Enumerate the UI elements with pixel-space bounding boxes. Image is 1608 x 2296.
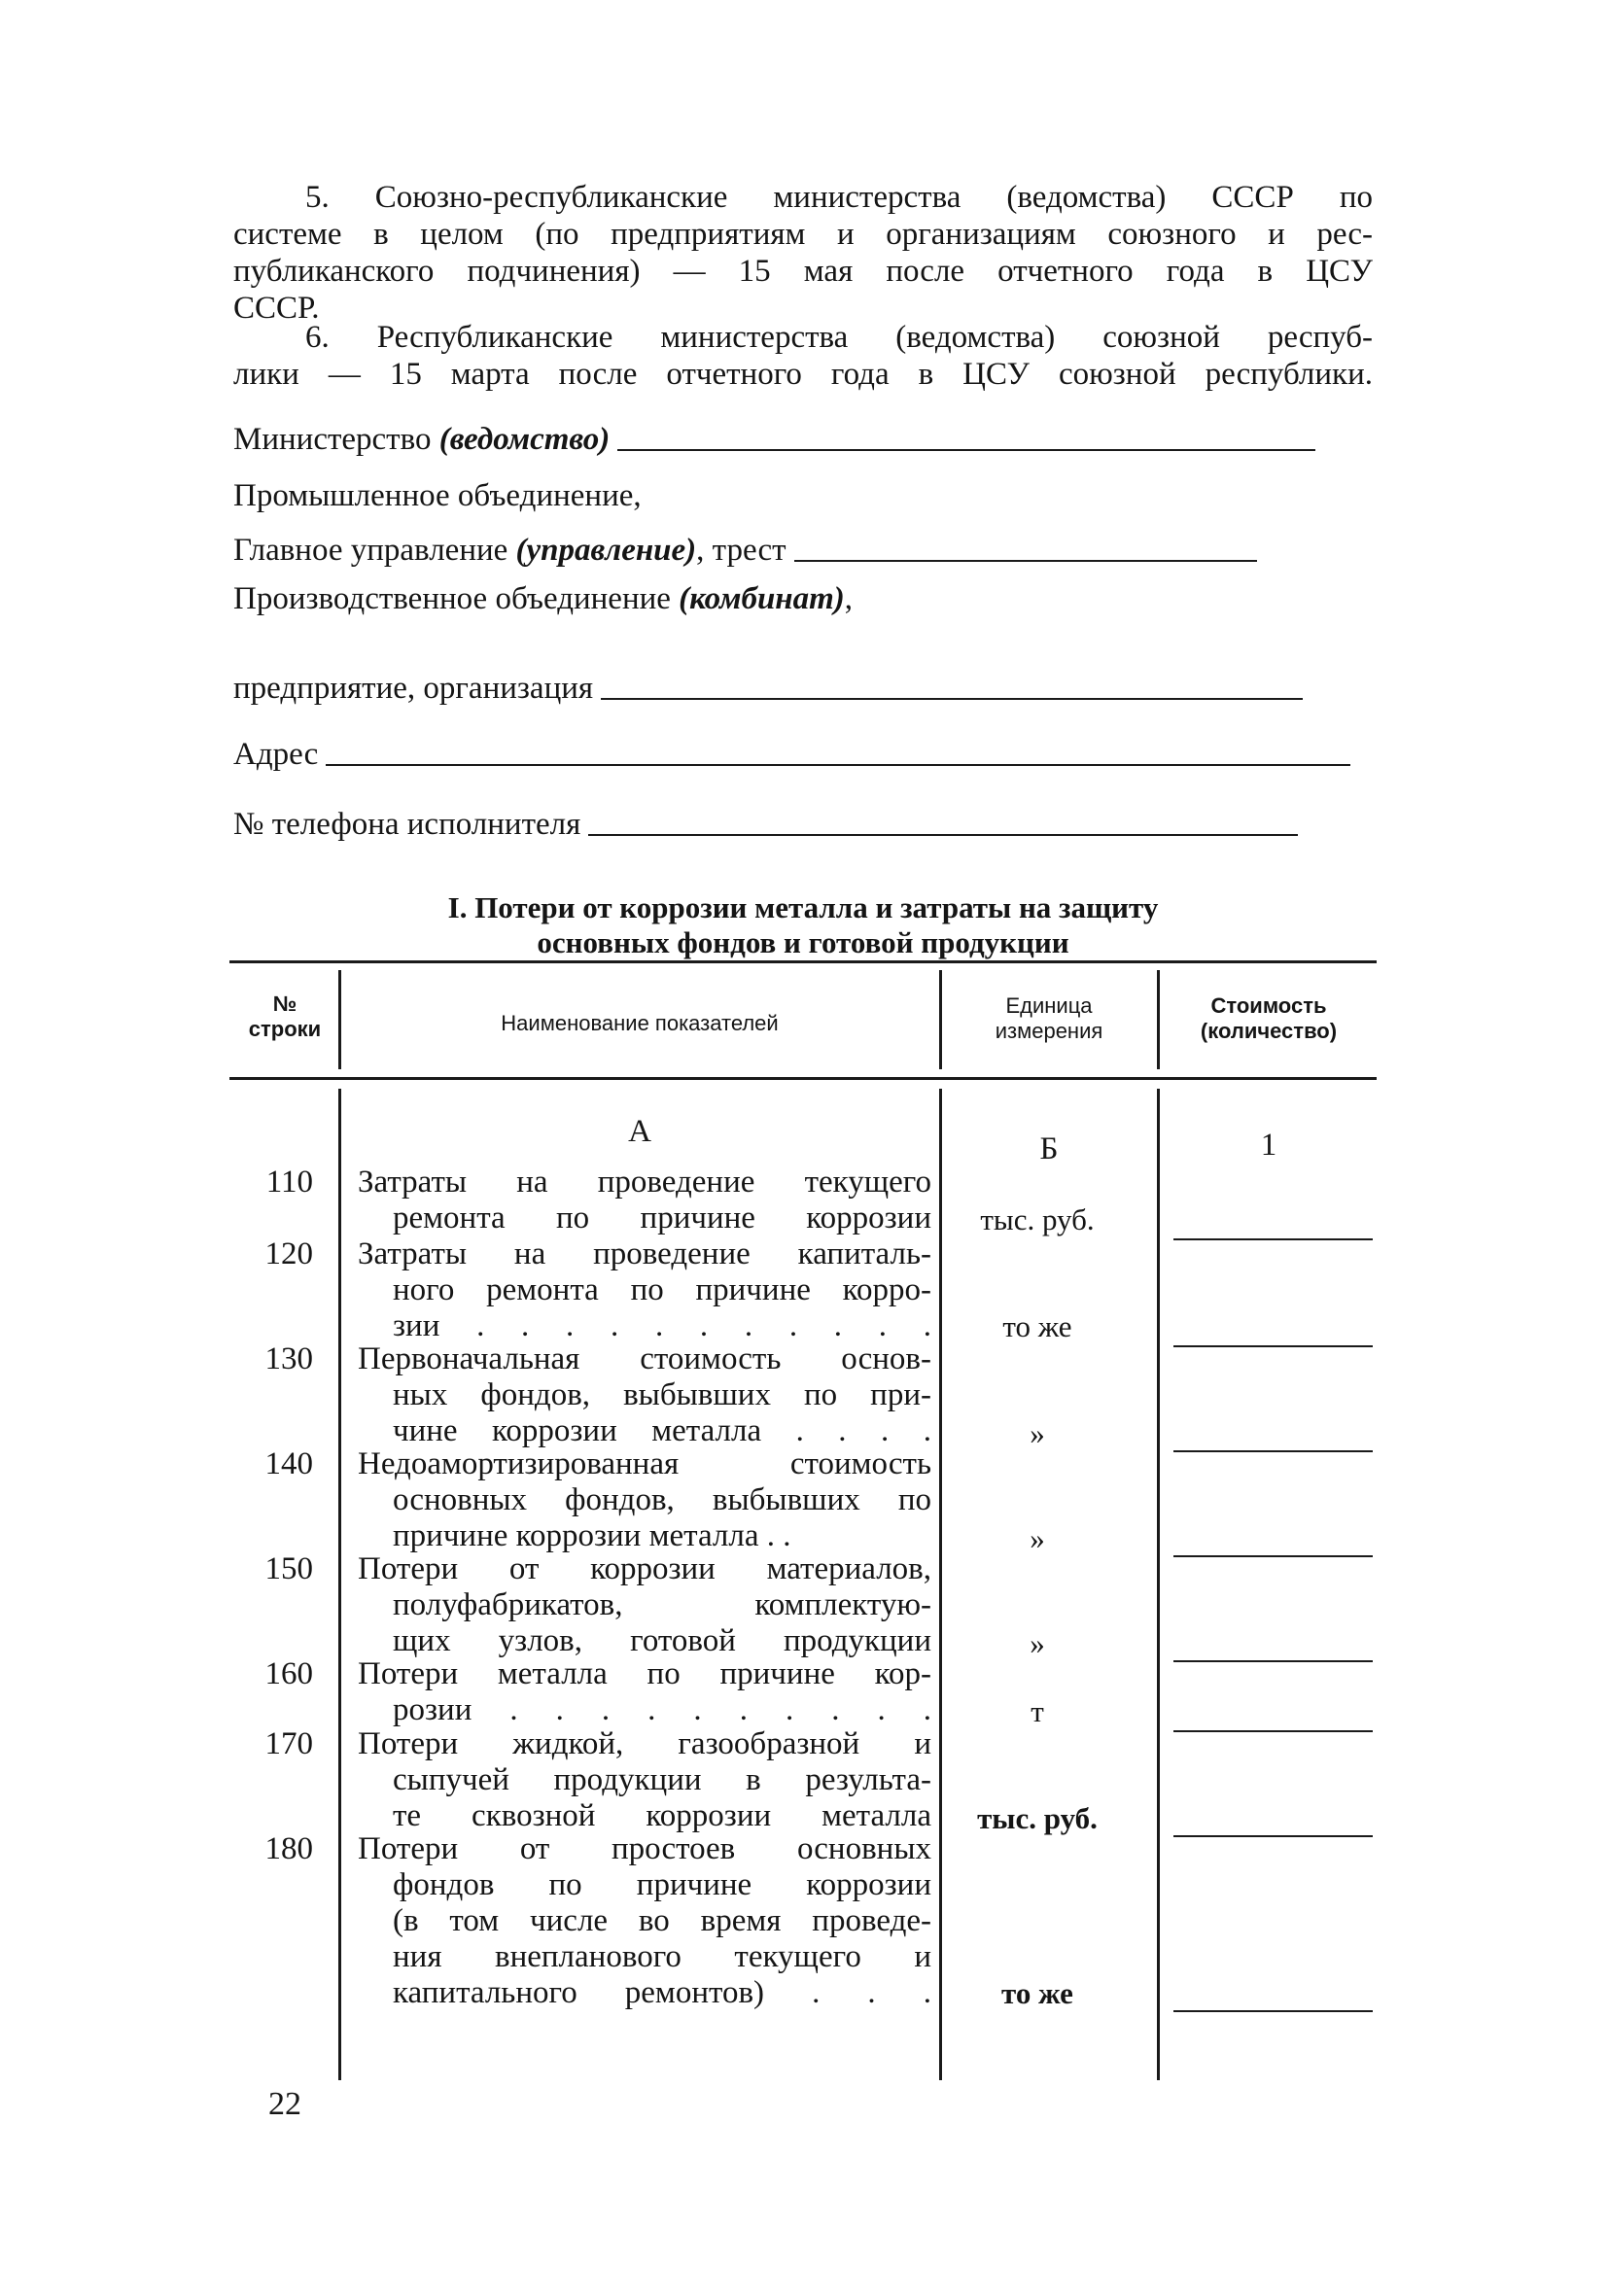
paragraph-5-line: публиканского подчинения) — 15 мая после отчетного года в ЦСУ <box>233 254 1373 289</box>
row-text: Потери жидкой, газообразной и сыпучей продукции в результа- те сквозной коррозии металла <box>358 1726 931 1833</box>
ministry-input-line[interactable] <box>617 449 1315 451</box>
enterprise-field <box>233 665 1373 708</box>
paragraph-5-line: СССР. <box>233 291 320 326</box>
column-divider <box>338 1089 341 2080</box>
phone-input-line[interactable] <box>588 834 1298 836</box>
row-text: Первоначальная стоимость основ- ных фондов, выбывших по при- чине коррозии металла . . . . <box>358 1341 931 1448</box>
row-number: 160 <box>264 1656 313 1691</box>
production-union-label: Производственное объединение (комбинат), <box>233 581 854 616</box>
row-unit: то же <box>1002 1309 1072 1343</box>
row-value-line[interactable] <box>1173 2010 1373 2012</box>
row-number: 170 <box>264 1726 313 1761</box>
enterprise-label: предприятие, организация <box>233 671 594 706</box>
phone-label: № телефона исполнителя <box>233 807 581 842</box>
main-department-label-italic: (управление) <box>515 533 697 568</box>
row-number: 150 <box>264 1551 313 1586</box>
table-top-rule <box>229 960 1377 963</box>
column-divider <box>939 1089 942 2080</box>
paragraph-5 <box>233 179 1373 327</box>
paragraph-6-line: лики — 15 марта после отчетного года в ЦСУ союзной республики. <box>233 357 1373 392</box>
address-input-line[interactable] <box>326 764 1350 766</box>
row-number: 110 <box>265 1165 313 1200</box>
column-divider <box>1157 1089 1160 2080</box>
address-field <box>233 731 1373 774</box>
row-number: 140 <box>264 1446 313 1481</box>
row-value-line[interactable] <box>1173 1660 1373 1662</box>
ministry-field <box>233 416 1373 459</box>
ministry-label-italic: (ведомство) <box>438 422 611 457</box>
row-value-line[interactable] <box>1173 1555 1373 1557</box>
paragraph-6-line: 6. Республиканские министерства (ведомства) союзной респуб- <box>305 320 1373 355</box>
production-union-label-italic: (комбинат) <box>679 581 845 616</box>
row-value-line[interactable] <box>1173 1238 1373 1240</box>
column-divider <box>338 970 341 1069</box>
phone-field <box>233 801 1373 844</box>
header-indicator-name: Наименование показателей <box>501 1011 779 1035</box>
page-number: 22 <box>268 2086 301 2122</box>
row-number: 180 <box>264 1831 313 1866</box>
row-unit: т <box>1031 1694 1044 1728</box>
row-number: 130 <box>264 1341 313 1376</box>
row-text: Затраты на проведение текущего ремонта по причине коррозии <box>358 1165 931 1235</box>
ministry-label: Министерство <box>233 422 432 457</box>
main-department-field <box>233 527 1373 570</box>
column-number-1: 1 <box>1260 1128 1277 1163</box>
table-title: I. Потери от коррозии металла и затраты на защиту основных фондов и готовой продукции <box>447 890 1159 959</box>
table-header-rule <box>229 1077 1377 1080</box>
row-text: Потери от простоев основных фондов по причине коррозии (в том числе во время проведе- ния внепланового текущего и капитального ремонтов) . . . <box>358 1831 931 2010</box>
enterprise-input-line[interactable] <box>601 698 1303 700</box>
row-value-line[interactable] <box>1173 1450 1373 1452</box>
row-unit: тыс. руб. <box>980 1202 1095 1236</box>
address-label: Адрес <box>233 737 319 772</box>
row-unit: тыс. руб. <box>977 1801 1098 1835</box>
row-text: Потери от коррозии материалов, полуфабрикатов, комплектую- щих узлов, готовой продукции <box>358 1551 931 1658</box>
industrial-union-label: Промышленное объединение, <box>233 478 642 513</box>
paragraph-5-line: системе в целом (по предприятиям и организациям союзного и рес- <box>233 217 1373 252</box>
header-value: Стоимость (количество) <box>1200 993 1338 1043</box>
header-unit: Единица измерения <box>995 993 1103 1043</box>
row-unit: » <box>1030 1626 1045 1660</box>
main-department-tail: , трест <box>696 533 787 568</box>
paragraph-6 <box>233 319 1373 393</box>
row-unit: » <box>1030 1416 1045 1450</box>
row-value-line[interactable] <box>1173 1345 1373 1347</box>
paragraph-5-line: 5. Союзно-республиканские министерства (ведомства) СССР по <box>305 180 1373 215</box>
row-text: Потери металла по причине кор- розии . . . . . . . . . . <box>358 1656 931 1727</box>
row-value-line[interactable] <box>1173 1835 1373 1837</box>
row-number: 120 <box>264 1236 313 1271</box>
main-department-input-line[interactable] <box>794 560 1257 562</box>
header-row-number: № строки <box>248 991 322 1041</box>
row-unit: то же <box>1001 1976 1073 2010</box>
column-letter-a: А <box>628 1114 651 1149</box>
column-divider <box>939 970 942 1069</box>
column-letter-b: Б <box>1039 1131 1059 1166</box>
row-value-line[interactable] <box>1173 1730 1373 1732</box>
row-text: Затраты на проведение капиталь- ного ремонта по причине корро- зии . . . . . . . . . . . <box>358 1236 931 1343</box>
row-unit: » <box>1030 1521 1045 1555</box>
main-department-label: Главное управление <box>233 533 508 568</box>
column-divider <box>1157 970 1160 1069</box>
row-text: Недоамортизированная стоимость основных фондов, выбывших по причине коррозии металла . . <box>358 1446 931 1553</box>
